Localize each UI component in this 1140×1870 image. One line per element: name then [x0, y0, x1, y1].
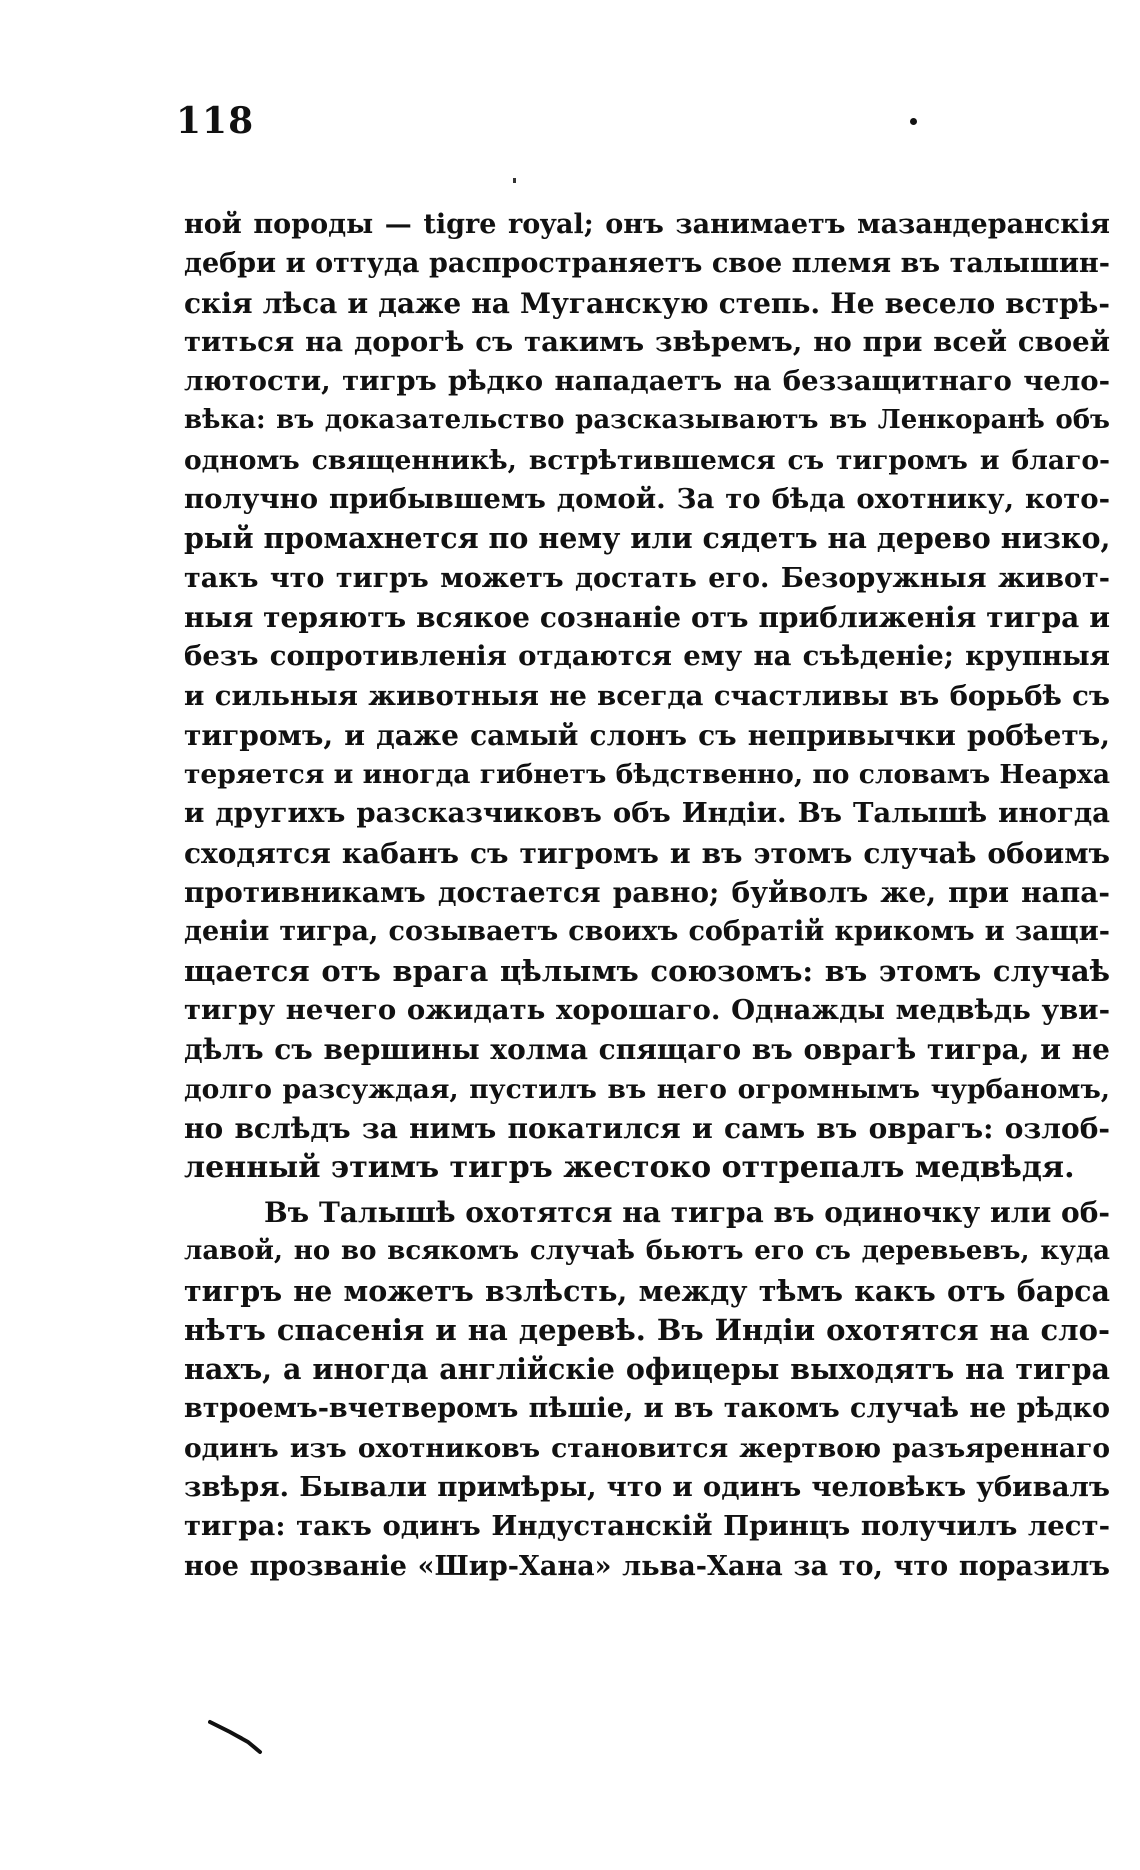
- text-line: рый промахнется по нему или сядетъ на дерево низко,: [184, 521, 1110, 556]
- paragraph-2: [184, 1193, 1110, 1586]
- text-line: лютости, тигръ рѣдко нападаетъ на беззащитнаго чело-: [184, 365, 1110, 398]
- text-line: дебри и оттуда распространяетъ свое племя въ талышин-: [184, 248, 1110, 280]
- text-line: тигру нечего ожидать хорошаго. Однажды медвѣдь уви-: [184, 993, 1110, 1026]
- text-line: противникамъ достается равно; буйволъ же, при напа-: [184, 876, 1110, 910]
- text-line: титься на дорогѣ съ такимъ звѣремъ, но при всей своей: [184, 325, 1110, 358]
- text-line: деніи тигра, созываетъ своихъ собратій крикомъ и защи-: [184, 916, 1110, 948]
- text-line: ныя теряютъ всякое сознаніе отъ приближенія тигра и: [184, 600, 1110, 634]
- ink-stroke-mark: [208, 1718, 268, 1758]
- text-line: нахъ, а иногда англійскіе офицеры выходятъ на тигра: [184, 1352, 1110, 1387]
- text-line: теряется и иногда гибнетъ бѣдственно, по словамъ Неарха: [184, 759, 1110, 791]
- text-line: одинъ изъ охотниковъ становится жертвою разъяреннаго: [184, 1432, 1110, 1464]
- text-line: и другихъ разсказчиковъ объ Индіи. Въ Талышѣ иногда: [184, 797, 1110, 830]
- text-line: Въ Талышѣ охотятся на тигра въ одиночку или об-: [264, 1196, 1110, 1229]
- text-line: втроемъ-вчетверомъ пѣшіе, и въ такомъ случаѣ не рѣдко: [184, 1393, 1110, 1425]
- text-line: ной породы — tigre royal; онъ занимаетъ мазандеранскія: [184, 209, 1110, 240]
- text-line: тигра: такъ одинъ Индустанскій Принцъ получилъ лест-: [184, 1510, 1110, 1543]
- text-line: вѣка: въ доказательство разсказываютъ въ Ленкоранѣ объ: [184, 405, 1110, 436]
- text-line: лавой, но во всякомъ случаѣ бьютъ его съ деревьевъ, куда: [184, 1236, 1110, 1267]
- text-line: дѣлъ съ вершины холма спящаго въ оврагѣ тигра, и не: [184, 1033, 1110, 1067]
- text-line: щается отъ врага цѣлымъ союзомъ: въ этомъ случаѣ: [184, 953, 1110, 988]
- text-line: нѣтъ спасенія и на деревѣ. Въ Индіи охотятся на сло-: [184, 1312, 1110, 1347]
- text-line: но вслѣдъ за нимъ покатился и самъ въ оврагъ: озлоб-: [184, 1111, 1110, 1145]
- text-line: получно прибывшемъ домой. За то бѣда охотнику, кото-: [184, 483, 1110, 516]
- header-dot: [910, 118, 917, 125]
- page-number: 118: [176, 100, 255, 142]
- text-line: тигромъ, и даже самый слонъ съ непривычки робѣетъ,: [184, 718, 1110, 752]
- text-line: скія лѣса и даже на Муганскую степь. Не весело встрѣ-: [184, 286, 1110, 320]
- text-line: долго разсуждая, пустилъ въ него огромнымъ чурбаномъ,: [184, 1073, 1110, 1105]
- text-line: и сильныя животныя не всегда счастливы въ борьбѣ съ: [184, 679, 1110, 712]
- text-line: тигръ не можетъ взлѣсть, между тѣмъ какъ отъ барса: [184, 1273, 1110, 1308]
- text-line: ное прозваніе «Шир-Хана» льва-Хана за то, что поразилъ: [184, 1550, 1110, 1582]
- text-line: одномъ священникѣ, встрѣтившемся съ тигромъ и благо-: [184, 444, 1110, 476]
- text-line: такъ что тигръ можетъ достать его. Безоружныя живот-: [184, 562, 1110, 594]
- paragraph-1: [184, 205, 1110, 1187]
- text-line: звѣря. Бывали примѣры, что и одинъ человѣкъ убивалъ: [184, 1471, 1110, 1504]
- text-line: безъ сопротивленія отдаются ему на съѣденіе; крупныя: [184, 640, 1110, 673]
- print-speck: [513, 178, 516, 183]
- text-line: сходятся кабанъ съ тигромъ и въ этомъ случаѣ обоимъ: [184, 836, 1110, 870]
- text-line: ленный этимъ тигръ жестоко оттрепалъ медвѣдя.: [184, 1150, 1075, 1186]
